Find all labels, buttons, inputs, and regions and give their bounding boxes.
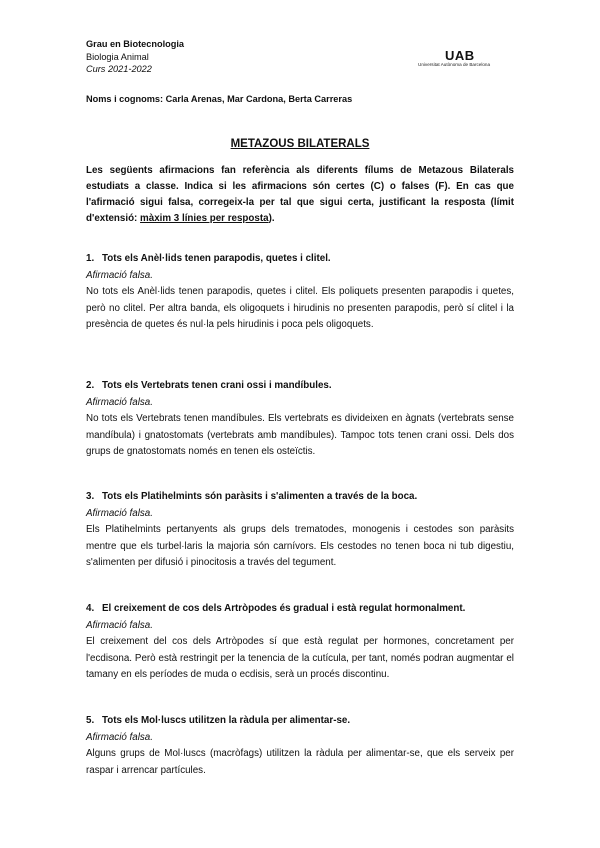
question-statement	[86, 489, 514, 505]
question-statement	[86, 601, 514, 617]
uab-logo-university: Universitat Autònoma de Barcelona	[418, 62, 491, 67]
answer-verdict: Afirmació falsa.	[86, 508, 153, 520]
instructions-end: ).	[268, 213, 275, 224]
question-3	[86, 489, 514, 571]
statement-text: Tots els Platihelmints són paràsits i s'alimenten a través de la boca.	[102, 491, 418, 502]
answer-verdict: Afirmació falsa.	[86, 397, 153, 409]
question-number: 2.	[86, 380, 95, 391]
answer-verdict: Afirmació falsa.	[86, 620, 153, 632]
answer-text: Els Platihelmints pertanyents als grups dels trematodes, monogenis i cestodes son paràsits mentre que els turbel·laris la majoria són carnívors. Els cestodes no tenen boca ni tub digestiu, s'alimenten per difusió i pinocitosis a través del tegument.	[86, 524, 514, 568]
course-year: Curs 2021-2022	[86, 64, 152, 74]
statement-text: Tots els Mol·luscs utilitzen la ràdula per alimentar-se.	[102, 715, 351, 726]
author-names: Noms i cognoms: Carla Arenas, Mar Cardona, Berta Carreras	[86, 94, 353, 104]
page-title: METAZOUS BILATERALS	[230, 138, 370, 150]
question-4	[86, 601, 514, 683]
question-2	[86, 378, 514, 460]
question-1	[86, 251, 514, 333]
answer-text: No tots els Vertebrats tenen mandíbules. Els vertebrats es divideixen en àgnats (vertebrats sense mandíbula) i gnatostomats (vertebrats amb mandíbules). Tampoc tots tenen crani ossi. Dels dos grups de gnatostomats només en tenen els osteïctis.	[86, 413, 514, 457]
statement-text: El creixement de cos dels Artròpodes és gradual i està regulat hormonalment.	[102, 603, 466, 614]
question-5	[86, 713, 514, 779]
answer-verdict: Afirmació falsa.	[86, 732, 153, 744]
question-number: 1.	[86, 253, 95, 264]
answer-text: El creixement del cos dels Artròpodes sí que està regulat per hormones, concretament per l'ecdisona. Però està restringit per la tenencia de la cutícula, per tant, només podran augmentar el tamany en els períodes de muda o ecdisis, serà un procés discontinu.	[86, 636, 514, 680]
length-limit: màxim 3 línies per resposta	[140, 213, 269, 224]
instructions-text: Les següents afirmacions fan referència als diferents fílums de Metazous Bilaterals estudiats a classe. Indica si les afirmacions són certes (C) o falses (F). En cas que l'afirmació sigui falsa, corregeix-la per tal que sigui certa, justificant la resposta (límit d'extensió:	[86, 165, 514, 224]
degree-name: Grau en Biotecnologia	[86, 39, 185, 49]
answer-text: Alguns grups de Mol·luscs (macròfags) utilitzen la ràdula per alimentar-se, que els serveix per raspar i arrencar partícules.	[86, 748, 514, 776]
question-number: 3.	[86, 491, 95, 502]
course-header	[86, 38, 184, 76]
statement-text: Tots els Anèl·lids tenen parapodis, quetes i clitel.	[102, 253, 331, 264]
question-statement	[86, 713, 514, 729]
answer-verdict: Afirmació falsa.	[86, 270, 153, 282]
question-statement	[86, 251, 514, 267]
question-number: 4.	[86, 603, 95, 614]
question-number: 5.	[86, 715, 95, 726]
statement-text: Tots els Vertebrats tenen crani ossi i mandíbules.	[102, 380, 332, 391]
uab-logo	[418, 48, 508, 70]
uab-logo-mark: UAB	[445, 48, 475, 63]
subject-name: Biologia Animal	[86, 51, 149, 62]
question-statement	[86, 378, 514, 394]
answer-text: No tots els Anèl·lids tenen parapodis, quetes i clitel. Els poliquets presenten parapodis i quetes, però no clitel. Per altra banda, els oligoquets i hirudinis no presenten parapodis, però sí clitel i la presència de quetes és nul·la pels hirudinis i poca pels oligoquets.	[86, 286, 514, 330]
instructions-paragraph	[86, 163, 514, 227]
